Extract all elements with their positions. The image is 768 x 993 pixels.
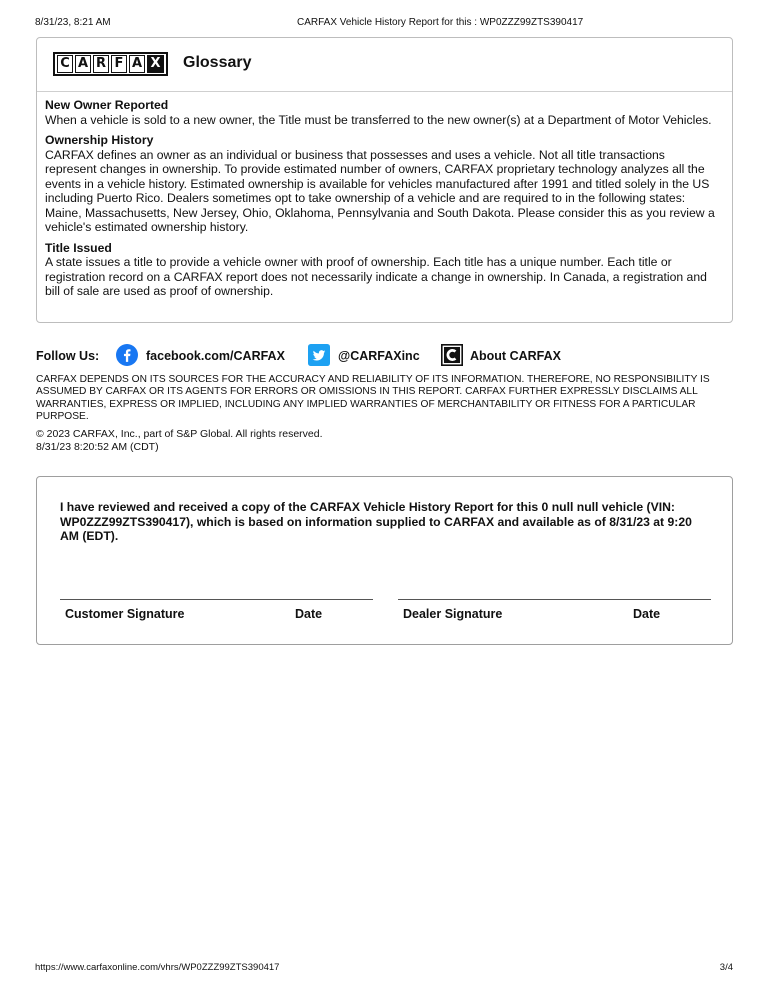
print-header [35,17,733,31]
facebook-icon[interactable] [116,344,138,366]
print-url[interactable]: https://www.carfaxonline.com/vhrs/WP0ZZZ99ZTS390417 [35,962,280,973]
logo-letter: X [147,55,164,73]
logo-letter: C [57,55,73,73]
glossary-entry [45,133,715,235]
logo-letter: A [129,55,145,73]
glossary-title: Glossary [183,54,252,71]
print-datetime: 8/31/23, 8:21 AM [35,17,111,28]
logo-letter: F [111,55,127,73]
entry-title: Ownership History [45,133,154,147]
legal-disclaimer: CARFAX DEPENDS ON ITS SOURCES FOR THE ACCURACY AND RELIABILITY OF ITS INFORMATION. THEREFORE, NO RESPONSIBILITY IS ASSUMED BY CARFAX OR ITS AGENTS FOR ERRORS OR OMISSIONS IN THIS REPORT. CARFAX FURTHER EXPRESSLY DISCLAIMS ALL WARRANTIES, EXPRESS OR IMPLIED, INCLUDING ANY IMPLIED WARRANTIES OF MERCHANTABILITY OR FITNESS FOR A PARTICULAR PURPOSE. [36,374,710,423]
customer-signature-line[interactable] [60,599,373,600]
page-number: 3/4 [719,962,733,973]
follow-us-bar [36,344,736,370]
print-title: CARFAX Vehicle History Report for this : WP0ZZZ99ZTS390417 [297,17,584,28]
customer-signature-label: Customer Signature [65,607,185,621]
customer-date-label: Date [295,607,323,621]
report-timestamp: 8/31/23 8:20:52 AM (CDT) [36,440,159,453]
twitter-icon[interactable] [308,344,330,366]
acknowledgement-statement: I have reviewed and received a copy of the CARFAX Vehicle History Report for this 0 null null vehicle (VIN: WP0ZZZ99ZTS390417), which is based on information supplied to CARFAX and available as of 8/31/23 at 9:20 AM (EDT). [60,500,692,543]
glossary-entry [45,98,715,127]
facebook-link[interactable]: facebook.com/CARFAX [146,349,285,363]
entry-body: A state issues a title to provide a vehicle owner with proof of ownership. Each title has a unique number. Each title or registration record on a CARFAX report does not necessarily indicate a change in ownership. In Canada, a registration and bill of sale are used as proof of ownership. [45,255,707,298]
glossary-header [37,38,732,92]
logo-letter: A [75,55,91,73]
entry-title: New Owner Reported [45,98,169,112]
logo-letter: R [93,55,109,73]
copyright-block [36,428,323,453]
carfax-c-icon[interactable] [441,344,463,366]
dealer-signature-label: Dealer Signature [403,607,503,621]
carfax-logo[interactable] [53,52,168,76]
entry-title: Title Issued [45,240,112,255]
print-footer [35,962,733,973]
signature-panel [36,476,733,645]
glossary-entries [45,98,715,305]
dealer-signature-line[interactable] [398,599,711,600]
dealer-date-label: Date [633,607,661,621]
follow-label: Follow Us: [36,349,100,363]
entry-body: When a vehicle is sold to a new owner, the Title must be transferred to the new owner(s) at a Department of Motor Vehicles. [45,112,712,127]
glossary-panel [36,37,733,323]
about-carfax-link[interactable]: About CARFAX [470,349,561,363]
glossary-entry [45,241,715,299]
copyright-text: © 2023 CARFAX, Inc., part of S&P Global. All rights reserved. [36,428,323,440]
entry-body: CARFAX defines an owner as an individual or business that possesses and uses a vehicle. Not all title transactions represent changes in ownership. To provide estimated number of owners, CARFAX proprietary technology analyzes all the events in a vehicle history. Estimated ownership is available for vehicles manufactured after 1991 and titled solely in the US including Puerto Rico. Dealers sometimes opt to take ownership of a vehicle and are required to in the following states: Maine, Massachusetts, New Jersey, Ohio, Oklahoma, Pennsylvania and South Dakota. Please consider this as you review a vehicle's estimated ownership history. [45,147,715,234]
twitter-link[interactable]: @CARFAXinc [338,349,420,363]
